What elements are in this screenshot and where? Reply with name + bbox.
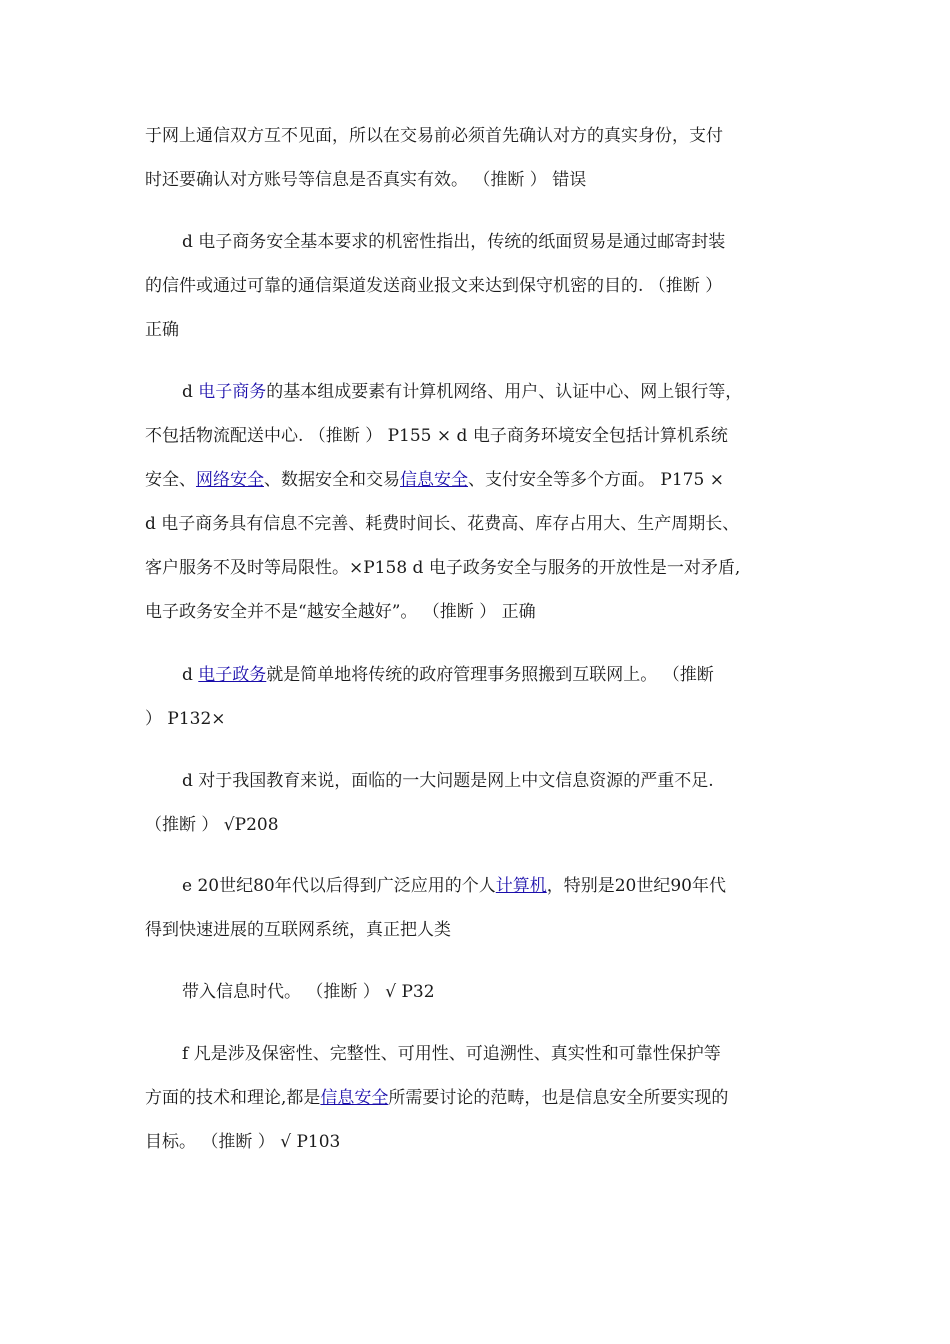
- text-span: 方面的技术和理论,都是: [145, 1088, 321, 1108]
- link-xinxi-anquan-2[interactable]: 信息安全: [320, 1088, 389, 1108]
- text-line: f 凡是涉及保密性、完整性、可用性、可追溯性、真实性和可靠性保护等: [182, 1044, 721, 1064]
- text-line: 时还要确认对方账号等信息是否真实有效。 （推断 ） 错误: [145, 170, 587, 190]
- text-line: [145, 653, 810, 697]
- paragraph-6: [145, 864, 810, 952]
- text-span: 、支付安全等多个方面。 P175 ×: [468, 470, 724, 490]
- paragraph-2: [145, 220, 810, 352]
- text-line: [145, 1076, 810, 1120]
- paragraph-5: [145, 759, 810, 847]
- text-line: 得到快速进展的互联网系统，真正把人类: [145, 920, 451, 940]
- text-line: [145, 864, 810, 908]
- text-line: 的信件或通过可靠的通信渠道发送商业报文来达到保守机密的目的. （推断 ）: [145, 276, 723, 296]
- text-span: e 20世纪80年代以后得到广泛应用的个人: [182, 876, 496, 896]
- text-line: 电子政务安全并不是“越安全越好”。 （推断 ） 正确: [145, 602, 536, 622]
- text-line: （推断 ） √P208: [145, 815, 279, 835]
- text-span: d: [182, 665, 199, 685]
- text-line: 客户服务不及时等局限性。×P158 d 电子政务安全与服务的开放性是一对矛盾,: [145, 558, 741, 578]
- text-span: d: [182, 382, 199, 402]
- text-line: d 电子商务安全基本要求的机密性指出，传统的纸面贸易是通过邮寄封装: [182, 232, 726, 252]
- paragraph-4: [145, 653, 810, 741]
- text-span: 所需要讨论的范畴，也是信息安全所要实现的: [388, 1088, 729, 1108]
- text-line: d 电子商务具有信息不完善、耗费时间长、花费高、库存占用大、生产周期长、: [145, 514, 740, 534]
- text-line: [145, 458, 810, 502]
- paragraph-3: [145, 370, 810, 634]
- text-line: 于网上通信双方互不见面，所以在交易前必须首先确认对方的真实身份，支付: [145, 126, 723, 146]
- paragraph-1: [145, 114, 810, 202]
- text-span: 就是简单地将传统的政府管理事务照搬到互联网上。 （推断: [266, 665, 714, 685]
- paragraph-7: [145, 970, 810, 1014]
- text-span: 安全、: [145, 470, 196, 490]
- text-span: ，特别是20世纪90年代: [546, 876, 726, 896]
- link-jisuanji[interactable]: 计算机: [495, 876, 547, 896]
- link-dianzi-zhengwu[interactable]: 电子政务: [198, 665, 267, 685]
- text-line: 目标。 （推断 ） √ P103: [145, 1132, 341, 1152]
- text-line: ） P132×: [145, 709, 226, 729]
- text-line: 带入信息时代。 （推断 ） √ P32: [182, 982, 435, 1002]
- link-dianzi-shangwu[interactable]: 电子商务: [198, 382, 267, 402]
- text-line: [145, 370, 810, 414]
- text-line: d 对于我国教育来说，面临的一大问题是网上中文信息资源的严重不足.: [182, 771, 714, 791]
- paragraph-8: [145, 1032, 810, 1164]
- link-xinxi-anquan[interactable]: 信息安全: [400, 470, 468, 490]
- text-line: 正确: [145, 320, 179, 340]
- link-wangluo-anquan[interactable]: 网络安全: [196, 470, 264, 490]
- text-line: 不包括物流配送中心. （推断 ） P155 × d 电子商务环境安全包括计算机系统: [145, 426, 728, 446]
- text-span: 、数据安全和交易: [264, 470, 400, 490]
- text-span: 的基本组成要素有计算机网络、用户、认证中心、网上银行等，: [266, 382, 743, 402]
